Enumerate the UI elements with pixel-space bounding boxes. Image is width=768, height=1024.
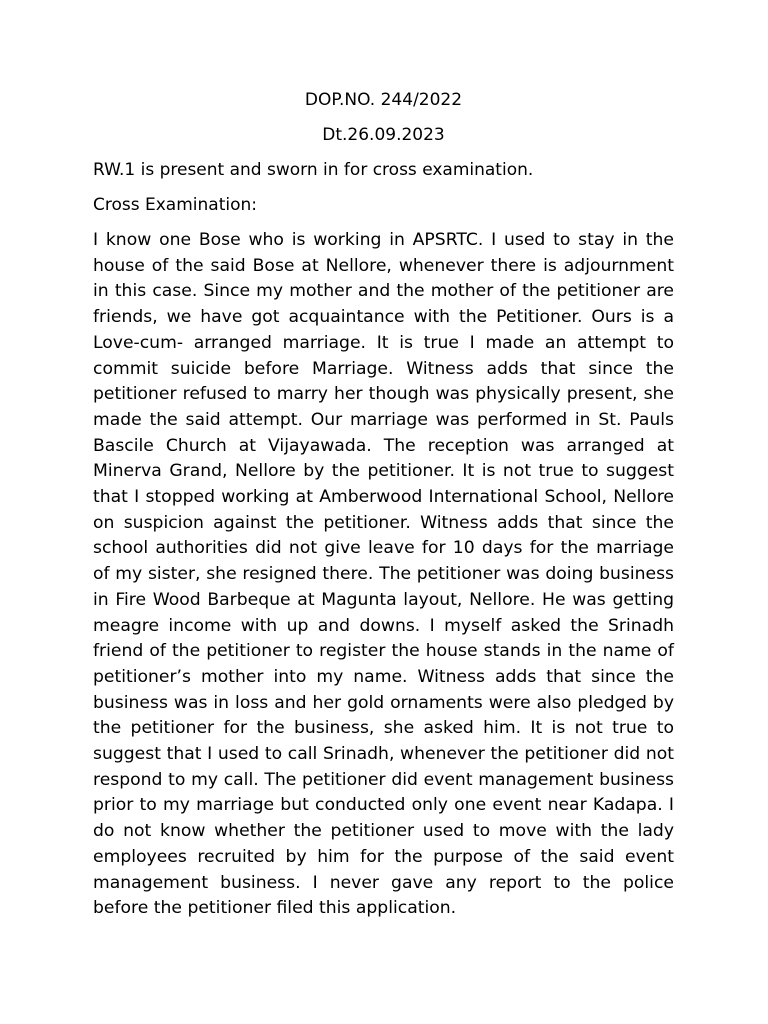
testimony-paragraph: I know one Bose who is working in APSRTC. I used to stay in the house of the said Bose at Nellore, whenever there is adjournment in this case. Since my mother and the mother of the petitioner are friends, we have got acquaintance with the Petitioner. Ours is a Love-cum- arranged marriage. It is true I made an attempt to commit suicide before Marriage. Witness adds that since the petitioner refused to marry her though was physically present, she made the said attempt. Our marriage was performed in St. Pauls Bascile Church at Vijayawada. The reception was arranged at Minerva Grand, Nellore by the petitioner. It is not true to suggest that I stopped working at Amberwood International School, Nellore on suspicion against the petitioner. Witness adds that since the school authorities did not give leave for 10 days for the marriage of my sister, she resigned there. The petitioner was doing business in Fire Wood Barbeque at Magunta layout, Nellore. He was getting meagre income with up and downs. I myself asked the Srinadh friend of the petitioner to register the house stands in the name of petitioner’s mother into my name. Witness adds that since the business was in loss and her gold ornaments were also pledged by the petitioner for the business, she asked him. It is not true to suggest that I used to call Srinadh, whenever the petitioner did not respond to my call. The petitioner did event management business prior to my marriage but conducted only one event near Kadapa. I do not know whether the petitioner used to move with the lady employees recruited by him for the purpose of the said event management business. I never gave any report to the police before the petitioner filed this application. (93, 230, 674, 919)
document-page (93, 88, 674, 922)
case-number: DOP.NO. 244/2022 (304, 90, 463, 110)
document-date: Dt.26.09.2023 (322, 125, 445, 145)
intro-line: RW.1 is present and sworn in for cross examination. (93, 160, 534, 180)
section-heading: Cross Examination: (93, 195, 257, 215)
